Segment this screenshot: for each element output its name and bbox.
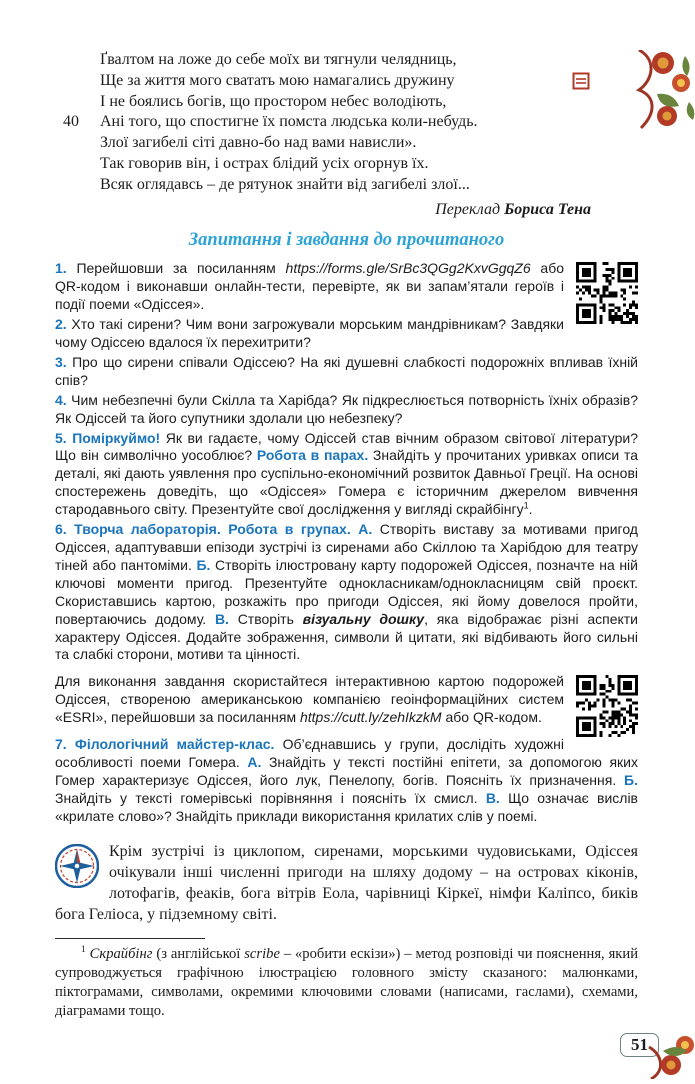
text-segment: Чим небезпечні були Скілла та Харібда? Як підкреслюється потворність їхніх образів? Як Одіссей та його супутники здолали цю небезпеку? bbox=[55, 391, 638, 426]
poem-line: Так говорив він, і острах блідий усіх огорнув їх. bbox=[100, 154, 429, 172]
question-number: 5. bbox=[55, 429, 73, 446]
task-note bbox=[55, 673, 638, 727]
attribution-prefix: Переклад bbox=[435, 200, 505, 218]
question-item bbox=[55, 521, 638, 664]
summary-text: Крім зустрічі із циклопом, сиренами, морськими чудовиськами, Одіссея очікували інші численні пригоди на шляху додому – на островах кіконів, лотофагів, феаків, бога вітрів Еола, чарівниці Кіркеї, німфи Каліпсо, биків бога Геліоса, у підземному світі. bbox=[55, 842, 638, 923]
question-item bbox=[55, 354, 638, 390]
text-segment: scribe bbox=[244, 946, 280, 962]
text-segment: Б. bbox=[196, 556, 211, 573]
text-segment: або QR-кодом. bbox=[441, 709, 542, 726]
text-segment: 1 bbox=[81, 945, 86, 956]
question-number: 1. bbox=[55, 260, 77, 277]
poem-line: Ґвалтом на ложе до себе моїх ви тягнули челядниць, bbox=[100, 51, 457, 68]
compass-icon bbox=[55, 844, 99, 888]
text-segment: візуальну дошку bbox=[302, 610, 425, 627]
attribution-name: Бориса Тена bbox=[504, 200, 591, 218]
question-item bbox=[55, 392, 638, 428]
poem-line-number: 40 bbox=[63, 113, 79, 131]
question-item bbox=[55, 736, 638, 826]
text-segment: Перейшовши за посиланням bbox=[76, 260, 286, 277]
summary-paragraph bbox=[55, 841, 638, 925]
question-number: 7. bbox=[55, 736, 75, 753]
text-segment: Створіть ілюстровану карту подорожей Одіссея, позначте на ній ключові моменти пригод. Презентуйте однокласникам/однокласницям свій проєкт. Скориставшись картою, розкажіть про пригоди Одіссея, які йому довелося пройти, повертаючись додому. bbox=[55, 556, 638, 627]
footnote-divider bbox=[55, 938, 205, 939]
poem-line: І не боялись богів, що простором небес володіють, bbox=[100, 92, 447, 110]
text-segment: Б. bbox=[624, 771, 638, 788]
text-segment: Хто такі сирени? Чим вони загрожували морським мандрівникам? Завдяки чому Одіссею вдалося їх перехитрити? bbox=[55, 316, 564, 350]
page-content bbox=[0, 50, 695, 1021]
poem-line: Злої загибелі сіті давно-бо над вами нависли». bbox=[100, 134, 417, 152]
text-segment: Для виконання завдання скористайтеся інтерактивною картою подорожей Одіссея, створеною американською компанією геоінформаційних систем «ESRI», перейшовши за посиланням bbox=[55, 673, 564, 726]
text-segment: (з англійської bbox=[156, 946, 245, 962]
text-segment: або QR-кодом і виконавши онлайн-тести, перевірте, як ви запам’ятали героїв і події поеми «Одіссея». bbox=[55, 260, 564, 313]
text-segment: Що означає вислів «крилате слово»? Знайдіть приклади використання крилатих слів у поемі. bbox=[55, 789, 638, 824]
poem-line: Ще за життя мого сватать мою намагались дружину bbox=[100, 71, 455, 89]
text-segment: В. bbox=[214, 610, 229, 627]
question-item bbox=[55, 260, 638, 314]
footnote bbox=[55, 938, 638, 1021]
section-heading: Запитання і завдання до прочитаного bbox=[188, 230, 505, 251]
question-number: 6. bbox=[55, 521, 75, 538]
question-item bbox=[55, 430, 638, 520]
textbook-page bbox=[0, 50, 695, 1054]
text-segment: Скрайбінг bbox=[85, 946, 157, 962]
text-segment: А. bbox=[247, 753, 262, 770]
text-segment: https://cutt.ly/zehIkzkM bbox=[299, 709, 442, 726]
text-segment: , яка відображає різні аспекти характеру Одіссея. Додайте зображення, символи й цитати, які відбивають його сильні та слабкі сторони, мотиви та цінності. bbox=[55, 610, 638, 663]
text-segment: Створіть bbox=[228, 610, 303, 627]
text-segment: Створіть виставу за мотивами пригод Одіссея, адаптувавши епізоди зустрічі із сиренами або Скіллою та Харібдою для театру тіней або пантоміми. bbox=[55, 521, 638, 573]
text-segment: . bbox=[528, 501, 533, 518]
question-number: 4. bbox=[55, 391, 72, 408]
text-segment: В. bbox=[485, 789, 500, 806]
text-segment: Про що сирени співали Одіссею? На які душевні слабкості подорожніх впливав їхній спів? bbox=[55, 353, 638, 388]
question-number: 3. bbox=[55, 353, 73, 370]
poem-attribution bbox=[100, 200, 591, 221]
qr-code bbox=[576, 262, 638, 324]
questions-list bbox=[55, 260, 638, 825]
poem-line bbox=[63, 112, 613, 133]
text-segment: Філологічний майстер-клас. bbox=[74, 736, 275, 753]
poem-block bbox=[63, 50, 613, 220]
text-segment: Творча лабораторія. Робота в групах. А. bbox=[74, 521, 373, 538]
text-segment: Як ви гадаєте, чому Одіссей став вічним образом світової літератури? Що він символічно уособлює? bbox=[55, 429, 638, 464]
question-item bbox=[55, 316, 638, 352]
text-segment: Знайдіть у тексті гомерівські порівняння і поясніть їх смисл. bbox=[55, 789, 486, 806]
text-segment: Об’єднавшись у групи, дослідіть художні особливості поеми Гомера. bbox=[55, 736, 564, 770]
poem-line-text: Ані того, що спостигне їх помста людська коли-небудь. bbox=[100, 113, 478, 131]
page-number-badge: 51 bbox=[620, 1033, 659, 1057]
text-segment: Поміркуймо! bbox=[72, 429, 161, 446]
text-segment: Знайдіть у тексті постійні епітети, за допомогою яких Гомер характеризує Одіссея, його лук, Пенелопу, богів. Поясніть їх призначення. bbox=[55, 753, 638, 788]
text-segment: Робота в парах. bbox=[256, 447, 369, 464]
text-segment: https://forms.gle/SrBc3QGg2KxvGgqZ6 bbox=[285, 260, 531, 277]
footnote-text bbox=[55, 945, 638, 1021]
qr-code bbox=[576, 675, 638, 737]
poem-line: Всяк оглядавсь – де рятунок знайти від загибелі злої... bbox=[100, 175, 470, 193]
question-number: 2. bbox=[55, 316, 72, 333]
text-segment: Знайдіть у прочитаних уривках описи та деталі, які дають уявлення про суспільно-економічний розвиток Давньої Греції. На основі спостережень доведіть, що «Одіссея» Гомера є історичним джерелом вивчення стародавнього світу. Презентуйте свої дослідження у вигляді скрайбінгу bbox=[55, 447, 638, 518]
text-segment: – «робити ескізи») – метод розповіді чи пояснення, який супроводжується графічною ілюстрацією головного змісту сказаного: малюнками, піктограмами, символами, окремими ключовими словами (написами, гаслами), схемами, діаграмами тощо. bbox=[55, 946, 639, 1019]
text-segment: 1 bbox=[523, 500, 529, 511]
